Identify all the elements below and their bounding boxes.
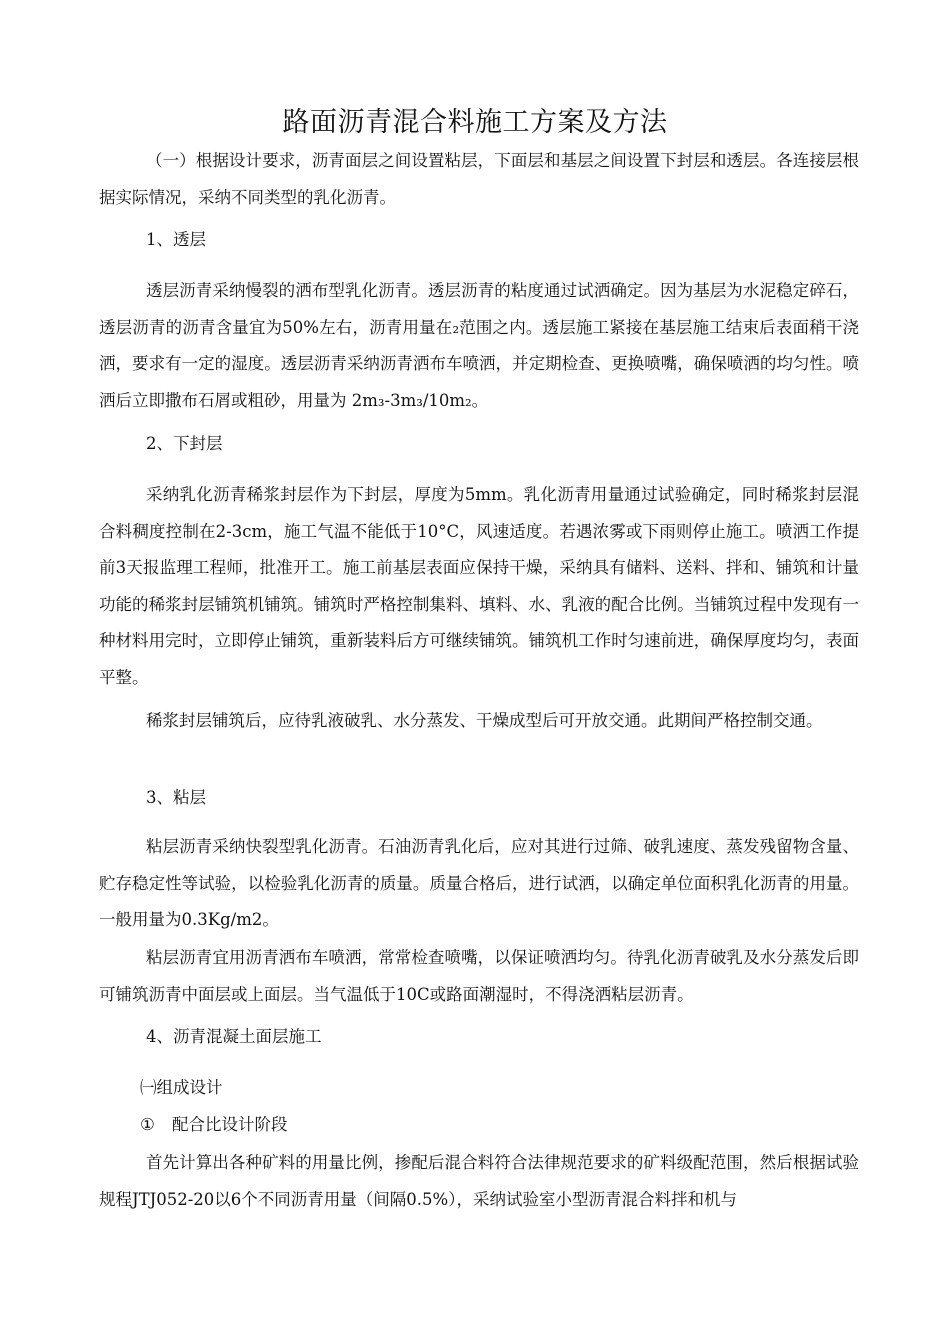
section-heading-lower-seal: 2、下封层 [146, 434, 223, 453]
intro-paragraph: （一）根据设计要求，沥青面层之间设置粘层，下面层和基层之间设置下封层和透层。各连接层根据实际情况，采纳不同类型的乳化沥青。 [99, 151, 859, 207]
paragraph-tack-coat-1: 粘层沥青采纳快裂型乳化沥青。石油沥青乳化后，应对其进行过筛、破乳速度、蒸发残留物含量、贮存稳定性等试验，以检验乳化沥青的质量。质量合格后，进行试洒，以确定单位面积乳化沥青的用量。一般用量为0.3Kg/m2。 [99, 837, 859, 929]
list-item-mix-design-stage: 配合比设计阶段 [172, 1115, 288, 1134]
section-heading-asphalt-surface: 4、沥青混凝土面层施工 [146, 1027, 322, 1046]
section-heading-permeable-layer: 1、透层 [146, 230, 206, 249]
paragraph-lower-seal-2: 稀浆封层铺筑后，应待乳液破乳、水分蒸发、干燥成型后可开放交通。此期间严格控制交通。 [146, 711, 823, 730]
paragraph-mix-design: 首先计算出各种矿料的用量比例，掺配后混合料符合法律规范要求的矿料级配范围，然后根据试验规程JTJ052-20以6个不同沥青用量（间隔0.5%），采纳试验室小型沥青混合料拌和机与 [99, 1153, 859, 1209]
paragraph-tack-coat-2: 粘层沥青宜用沥青洒布车喷洒，常常检查喷嘴，以保证喷洒均匀。待乳化沥青破乳及水分蒸发后即可铺筑沥青中面层或上面层。当气温低于10C或路面潮湿时，不得浇洒粘层沥青。 [99, 948, 859, 1004]
paragraph-permeable-layer: 透层沥青采纳慢裂的洒布型乳化沥青。透层沥青的粘度通过试洒确定。因为基层为水泥稳定碎石，透层沥青的沥青含量宜为50%左右，沥青用量在₂范围之内。透层施工紧接在基层施工结束后表面稍干浇洒，要求有一定的湿度。透层沥青采纳沥青洒布车喷洒，并定期检查、更换喷嘴，确保喷洒的均匀性。喷洒后立即撒布石屑或粗砂，用量为 2m₃-3m₃/10m₂。 [99, 281, 859, 410]
subsection-heading-composition: ㈠组成设计 [140, 1078, 223, 1097]
section-heading-tack-coat: 3、粘层 [146, 788, 206, 807]
document-title: 路面沥青混合料施工方案及方法 [282, 107, 668, 138]
list-item-marker: ① [140, 1115, 155, 1134]
paragraph-lower-seal-1: 采纳乳化沥青稀浆封层作为下封层，厚度为5mm。乳化沥青用量通过试验确定，同时稀浆封层混合料稠度控制在2-3cm，施工气温不能低于10°C，风速适度。若遇浓雾或下雨则停止施工。喷洒工作提前3天报监理工程师，批准开工。施工前基层表面应保持干燥，采纳具有储料、送料、拌和、铺筑和计量功能的稀浆封层铺筑机铺筑。铺筑时严格控制集料、填料、水、乳液的配合比例。当铺筑过程中发现有一种材料用完时，立即停止铺筑，重新装料后方可继续铺筑。铺筑机工作时匀速前进，确保厚度均匀，表面平整。 [99, 485, 859, 687]
